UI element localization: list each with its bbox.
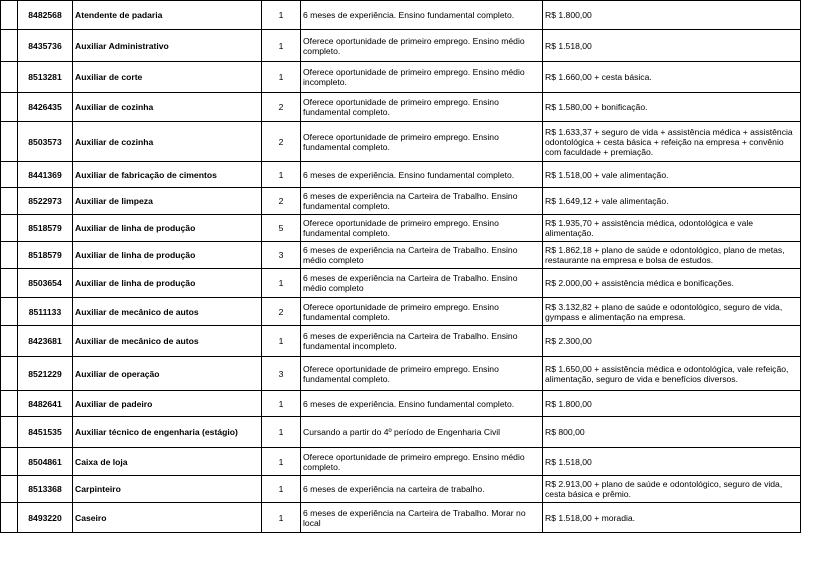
row-margin-cell — [1, 188, 18, 215]
requirements-cell: 6 meses de experiência. Ensino fundamental completo. — [301, 391, 543, 417]
salary-cell: R$ 1.518,00 — [543, 30, 801, 62]
salary-cell: R$ 2.300,00 — [543, 326, 801, 357]
row-margin-cell — [1, 122, 18, 162]
job-code-cell: 8521229 — [18, 357, 73, 391]
job-title-cell: Auxiliar de padeiro — [73, 391, 262, 417]
vacancies-cell: 3 — [262, 357, 301, 391]
requirements-cell: 6 meses de experiência. Ensino fundamental completo. — [301, 162, 543, 188]
job-code-cell: 8451535 — [18, 417, 73, 448]
job-code-cell: 8423681 — [18, 326, 73, 357]
job-code-cell: 8513281 — [18, 62, 73, 93]
job-code-cell: 8504861 — [18, 448, 73, 476]
salary-cell: R$ 1.518,00 + moradia. — [543, 503, 801, 533]
job-title-cell: Caixa de loja — [73, 448, 262, 476]
vacancies-cell: 1 — [262, 476, 301, 503]
job-code-cell: 8518579 — [18, 242, 73, 269]
job-title-cell: Auxiliar Administrativo — [73, 30, 262, 62]
job-code-cell: 8522973 — [18, 188, 73, 215]
job-title-cell: Auxiliar de mecânico de autos — [73, 298, 262, 326]
requirements-cell: 6 meses de experiência na carteira de trabalho. — [301, 476, 543, 503]
row-margin-cell — [1, 1, 18, 30]
requirements-cell: 6 meses de experiência na Carteira de Trabalho. Ensino fundamental completo. — [301, 188, 543, 215]
table-row — [1, 503, 801, 533]
vacancies-cell: 1 — [262, 326, 301, 357]
row-margin-cell — [1, 30, 18, 62]
row-margin-cell — [1, 417, 18, 448]
job-code-cell: 8441369 — [18, 162, 73, 188]
vacancies-cell: 2 — [262, 122, 301, 162]
vacancies-cell: 1 — [262, 269, 301, 298]
salary-cell: R$ 1.935,70 + assistência médica, odontológica e vale alimentação. — [543, 215, 801, 242]
vacancies-cell: 1 — [262, 30, 301, 62]
row-margin-cell — [1, 62, 18, 93]
table-row — [1, 162, 801, 188]
vacancies-cell: 1 — [262, 448, 301, 476]
vacancies-cell: 2 — [262, 298, 301, 326]
requirements-cell: Cursando a partir do 4º período de Engenharia Civil — [301, 417, 543, 448]
row-margin-cell — [1, 242, 18, 269]
requirements-cell: Oferece oportunidade de primeiro emprego. Ensino fundamental completo. — [301, 215, 543, 242]
requirements-cell: 6 meses de experiência na Carteira de Trabalho. Morar no local — [301, 503, 543, 533]
salary-cell: R$ 1.660,00 + cesta básica. — [543, 62, 801, 93]
table-row — [1, 357, 801, 391]
row-margin-cell — [1, 448, 18, 476]
job-code-cell: 8511133 — [18, 298, 73, 326]
vacancies-cell: 2 — [262, 93, 301, 122]
salary-cell: R$ 1.649,12 + vale alimentação. — [543, 188, 801, 215]
salary-cell: R$ 1.518,00 + vale alimentação. — [543, 162, 801, 188]
vacancies-cell: 1 — [262, 503, 301, 533]
job-title-cell: Atendente de padaria — [73, 1, 262, 30]
job-code-cell: 8503654 — [18, 269, 73, 298]
requirements-cell: 6 meses de experiência. Ensino fundamental completo. — [301, 1, 543, 30]
row-margin-cell — [1, 269, 18, 298]
job-code-cell: 8482568 — [18, 1, 73, 30]
row-margin-cell — [1, 503, 18, 533]
job-title-cell: Auxiliar de fabricação de cimentos — [73, 162, 262, 188]
vacancies-cell: 1 — [262, 417, 301, 448]
requirements-cell: Oferece oportunidade de primeiro emprego. Ensino fundamental completo. — [301, 122, 543, 162]
table-row — [1, 93, 801, 122]
job-code-cell: 8503573 — [18, 122, 73, 162]
job-code-cell: 8513368 — [18, 476, 73, 503]
table-row — [1, 391, 801, 417]
requirements-cell: Oferece oportunidade de primeiro emprego. Ensino fundamental completo. — [301, 357, 543, 391]
requirements-cell: Oferece oportunidade de primeiro emprego. Ensino médio incompleto. — [301, 62, 543, 93]
salary-cell: R$ 1.518,00 — [543, 448, 801, 476]
vacancies-cell: 5 — [262, 215, 301, 242]
requirements-cell: Oferece oportunidade de primeiro emprego. Ensino fundamental completo. — [301, 93, 543, 122]
table-row — [1, 269, 801, 298]
job-title-cell: Auxiliar de corte — [73, 62, 262, 93]
vacancies-cell: 1 — [262, 162, 301, 188]
salary-cell: R$ 1.633,37 + seguro de vida + assistência médica + assistência odontológica + cesta básica + refeição na empresa + convênio com faculdade + premiação. — [543, 122, 801, 162]
requirements-cell: Oferece oportunidade de primeiro emprego. Ensino fundamental completo. — [301, 298, 543, 326]
job-title-cell: Auxiliar de linha de produção — [73, 269, 262, 298]
job-code-cell: 8435736 — [18, 30, 73, 62]
row-margin-cell — [1, 93, 18, 122]
salary-cell: R$ 1.650,00 + assistência médica e odontológica, vale refeição, alimentação, seguro de vida e benefícios diversos. — [543, 357, 801, 391]
vacancies-cell: 3 — [262, 242, 301, 269]
row-margin-cell — [1, 357, 18, 391]
row-margin-cell — [1, 326, 18, 357]
table-row — [1, 417, 801, 448]
job-title-cell: Auxiliar de mecânico de autos — [73, 326, 262, 357]
vacancies-cell: 1 — [262, 62, 301, 93]
table-row — [1, 215, 801, 242]
job-title-cell: Auxiliar de limpeza — [73, 188, 262, 215]
job-title-cell: Auxiliar de cozinha — [73, 93, 262, 122]
row-margin-cell — [1, 215, 18, 242]
requirements-cell: Oferece oportunidade de primeiro emprego. Ensino médio completo. — [301, 448, 543, 476]
job-code-cell: 8493220 — [18, 503, 73, 533]
salary-cell: R$ 1.580,00 + bonificação. — [543, 93, 801, 122]
vacancies-cell: 1 — [262, 391, 301, 417]
job-title-cell: Carpinteiro — [73, 476, 262, 503]
salary-cell: R$ 2.000,00 + assistência médica e bonificações. — [543, 269, 801, 298]
vacancies-cell: 1 — [262, 1, 301, 30]
requirements-cell: 6 meses de experiência na Carteira de Trabalho. Ensino médio completo — [301, 269, 543, 298]
job-code-cell: 8518579 — [18, 215, 73, 242]
job-title-cell: Auxiliar técnico de engenharia (estágio) — [73, 417, 262, 448]
table-row — [1, 122, 801, 162]
job-listings-body — [1, 1, 801, 533]
requirements-cell: Oferece oportunidade de primeiro emprego. Ensino médio completo. — [301, 30, 543, 62]
table-row — [1, 188, 801, 215]
job-title-cell: Caseiro — [73, 503, 262, 533]
salary-cell: R$ 1.862,18 + plano de saúde e odontológico, plano de metas, restaurante na empresa e bolsa de estudos. — [543, 242, 801, 269]
table-row — [1, 476, 801, 503]
row-margin-cell — [1, 162, 18, 188]
table-row — [1, 30, 801, 62]
table-row — [1, 298, 801, 326]
job-title-cell: Auxiliar de cozinha — [73, 122, 262, 162]
table-row — [1, 326, 801, 357]
table-row — [1, 1, 801, 30]
salary-cell: R$ 1.800,00 — [543, 391, 801, 417]
table-row — [1, 242, 801, 269]
job-title-cell: Auxiliar de linha de produção — [73, 242, 262, 269]
row-margin-cell — [1, 298, 18, 326]
job-code-cell: 8426435 — [18, 93, 73, 122]
vacancies-cell: 2 — [262, 188, 301, 215]
salary-cell: R$ 1.800,00 — [543, 1, 801, 30]
salary-cell: R$ 3.132,82 + plano de saúde e odontológico, seguro de vida, gympass e alimentação na empresa. — [543, 298, 801, 326]
job-title-cell: Auxiliar de operação — [73, 357, 262, 391]
row-margin-cell — [1, 476, 18, 503]
job-code-cell: 8482641 — [18, 391, 73, 417]
salary-cell: R$ 2.913,00 + plano de saúde e odontológico, seguro de vida, cesta básica e prêmio. — [543, 476, 801, 503]
table-row — [1, 62, 801, 93]
job-title-cell: Auxiliar de linha de produção — [73, 215, 262, 242]
salary-cell: R$ 800,00 — [543, 417, 801, 448]
requirements-cell: 6 meses de experiência na Carteira de Trabalho. Ensino fundamental incompleto. — [301, 326, 543, 357]
row-margin-cell — [1, 391, 18, 417]
requirements-cell: 6 meses de experiência na Carteira de Trabalho. Ensino médio completo — [301, 242, 543, 269]
table-row — [1, 448, 801, 476]
